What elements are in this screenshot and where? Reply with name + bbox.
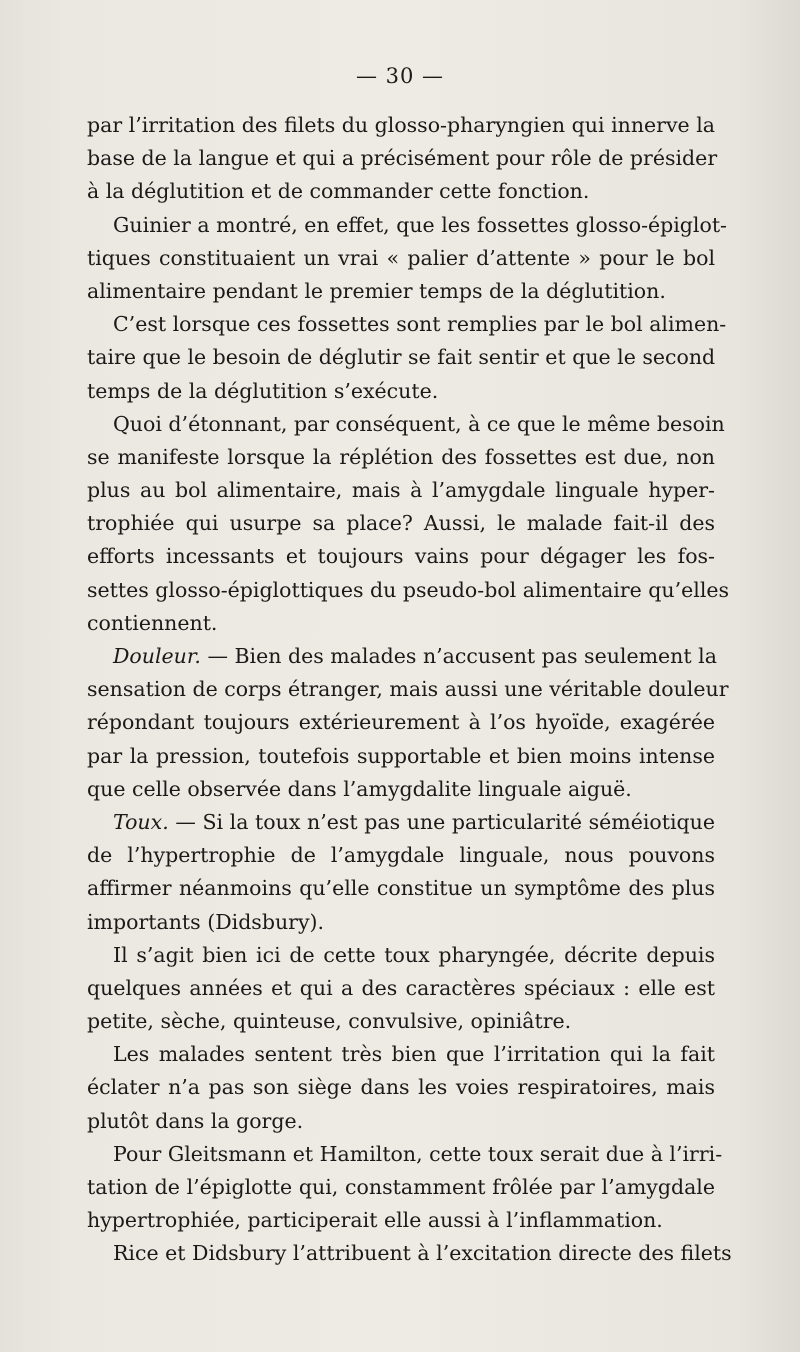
text-line: Les malades sentent très bien que l’irritation qui la fait — [113, 1042, 715, 1067]
text-line: taire que le besoin de déglutir se fait sentir et que le second — [87, 345, 716, 370]
section-lead-line — [87, 640, 715, 673]
text-line: par la pression, toutefois supportable et bien moins intense — [87, 743, 715, 768]
text-line: settes glosso-épiglottiques du pseudo-bol alimentaire qu’elles — [87, 577, 730, 602]
text-line: à la déglutition et de commander cette fonction. — [87, 179, 590, 204]
text-line: que celle observée dans l’amygdalite linguale aiguë. — [87, 776, 632, 801]
text-line: contiennent. — [87, 610, 218, 635]
text-line: Rice et Didsbury l’attribuent à l’excitation directe des filets — [113, 1241, 732, 1266]
section-lead-line — [87, 806, 715, 839]
text-line: Quoi d’étonnant, par conséquent, à ce que le même besoin — [113, 411, 725, 436]
text-line: plus au bol alimentaire, mais à l’amygdale linguale hyper- — [87, 478, 715, 503]
text-line: se manifeste lorsque la réplétion des fossettes est due, non — [87, 444, 715, 469]
text-line: tation de l’épiglotte qui, constamment frôlée par l’amygdale — [87, 1175, 715, 1199]
text-line: Il s’agit bien ici de cette toux pharyngée, décrite depuis — [113, 942, 715, 967]
text-span: — Si la toux n’est pas une particularité séméiotique — [168, 809, 715, 834]
text-line: C’est lorsque ces fossettes sont remplies par le bol alimen- — [113, 312, 727, 337]
text-span: — Bien des malades n’accusent pas seulement la — [200, 644, 717, 668]
text-line: Guinier a montré, en effet, que les fossettes glosso-épiglot- — [113, 212, 727, 237]
text-line: tiques constituaient un vrai « palier d’attente » pour le bol — [87, 245, 715, 270]
text-line: hypertrophiée, participerait elle aussi à l’inflammation. — [87, 1208, 663, 1233]
section-heading-toux: Toux. — [113, 809, 169, 834]
text-line: éclater n’a pas son siège dans les voies respiratoires, mais — [87, 1075, 715, 1100]
text-line: importants (Didsbury). — [87, 909, 325, 934]
text-line: affirmer néanmoins qu’elle constitue un symptôme des plus — [87, 876, 715, 901]
text-line: quelques années et qui a des caractères spéciaux : elle est — [87, 975, 715, 1000]
text-line: Pour Gleitsmann et Hamilton, cette toux serait due à l’irri- — [113, 1141, 723, 1166]
body-text — [87, 109, 732, 1271]
text-line: alimentaire pendant le premier temps de la déglutition. — [87, 278, 666, 303]
text-line: répondant toujours extérieurement à l’os hyoïde, exagérée — [87, 710, 715, 735]
section-heading-douleur: Douleur. — [113, 644, 201, 668]
text-line: base de la langue et qui a précisément pour rôle de présider — [87, 146, 718, 171]
text-line: trophiée qui usurpe sa place? Aussi, le malade fait-il des — [87, 511, 715, 536]
text-line: efforts incessants et toujours vains pour dégager les fos- — [87, 544, 715, 569]
text-line: petite, sèche, quinteuse, convulsive, opiniâtre. — [87, 1009, 572, 1034]
page-number: — 30 — — [355, 64, 445, 88]
text-line: plutôt dans la gorge. — [87, 1108, 304, 1133]
text-line: par l’irritation des filets du glosso-pharyngien qui innerve la — [87, 113, 715, 137]
text-line: temps de la déglutition s’exécute. — [87, 378, 439, 403]
text-line: de l’hypertrophie de l’amygdale linguale, nous pouvons — [87, 843, 715, 868]
text-line: sensation de corps étranger, mais aussi une véritable douleur — [87, 677, 729, 702]
